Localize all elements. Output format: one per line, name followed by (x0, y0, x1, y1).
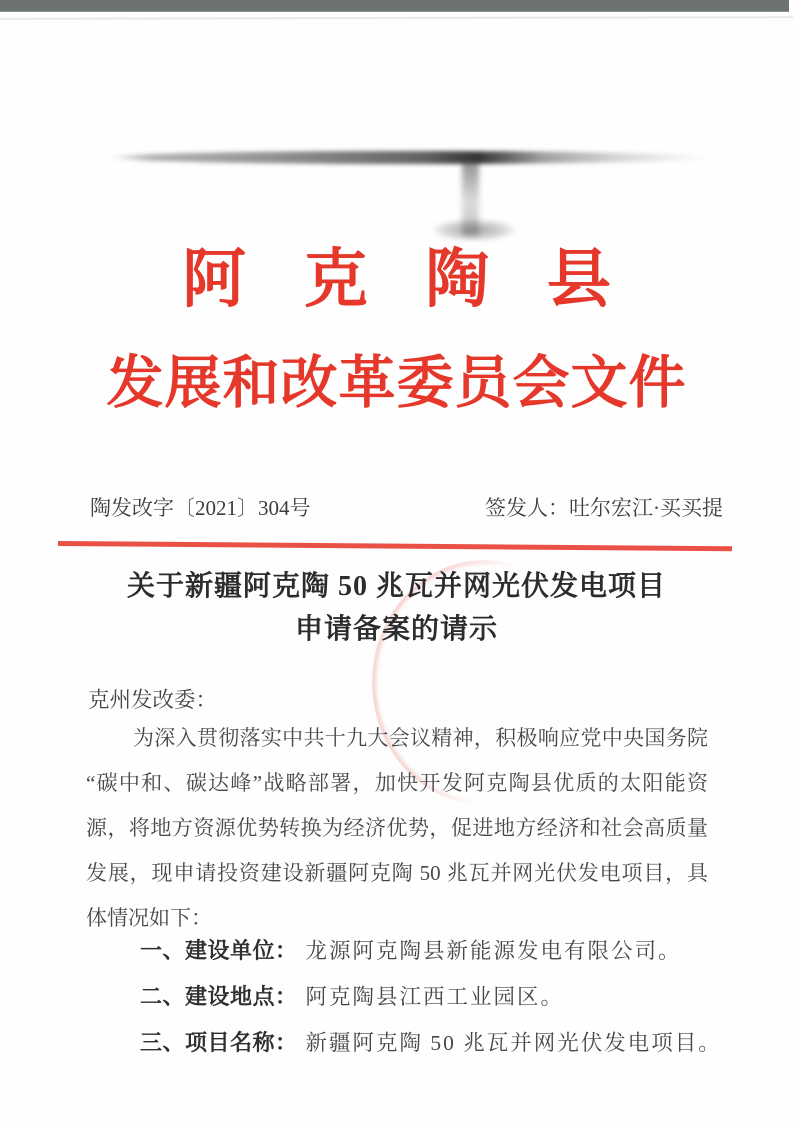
body-paragraph (86, 716, 708, 941)
item-row-construction-site (140, 974, 710, 1020)
page-edge-shadow (0, 16, 793, 20)
item-value: 龙源阿克陶县新能源发电有限公司。 (305, 939, 682, 963)
scanner-edge-bar (0, 0, 789, 12)
item-list (140, 928, 722, 1066)
doc-number: 陶发改字〔2021〕304号 (90, 496, 311, 520)
paragraph-line: 发展，现申请投资建设新疆阿克陶 50 兆瓦并网光伏发电项目，具 (86, 861, 708, 885)
item-value: 阿克陶县江西工业园区。 (305, 985, 565, 1009)
paragraph-line: 为深入贯彻落实中共十九大会议精神，积极响应党中央国务院 (133, 726, 708, 750)
salutation: 克州发改委： (88, 688, 218, 712)
item-label: 二、建设地点： (140, 984, 298, 1009)
item-label: 一、建设单位： (140, 938, 298, 963)
letterhead-agency-line2: 发展和改革委员会文件 (106, 352, 687, 415)
item-label: 三、项目名称： (140, 1030, 298, 1055)
scan-smudge-blob (433, 219, 515, 241)
issuer-name: 签发人：吐尔宏江·买买提 (485, 496, 723, 520)
paragraph-line: 源，将地方资源优势转换为经济优势，促进地方经济和社会高质量 (86, 816, 708, 840)
letterhead-agency-line1: 阿克陶县 (182, 244, 669, 315)
paragraph-line: 体情况如下： (86, 906, 212, 930)
paragraph-line: “碳中和、碳达峰”战略部署，加快开发阿克陶县优质的太阳能资 (86, 771, 708, 795)
item-row-construction-unit (140, 928, 710, 974)
doc-title-line2: 申请备案的请示 (294, 614, 498, 645)
doc-title (0, 565, 793, 651)
item-row-project-name (140, 1020, 722, 1066)
scan-smudge-band (108, 151, 714, 164)
item-value: 新疆阿克陶 50 兆瓦并网光伏发电项目。 (305, 1031, 722, 1055)
doc-title-line1: 关于新疆阿克陶 50 兆瓦并网光伏发电项目 (126, 571, 666, 602)
red-divider-rule (58, 541, 732, 551)
doc-info-row (90, 493, 723, 523)
